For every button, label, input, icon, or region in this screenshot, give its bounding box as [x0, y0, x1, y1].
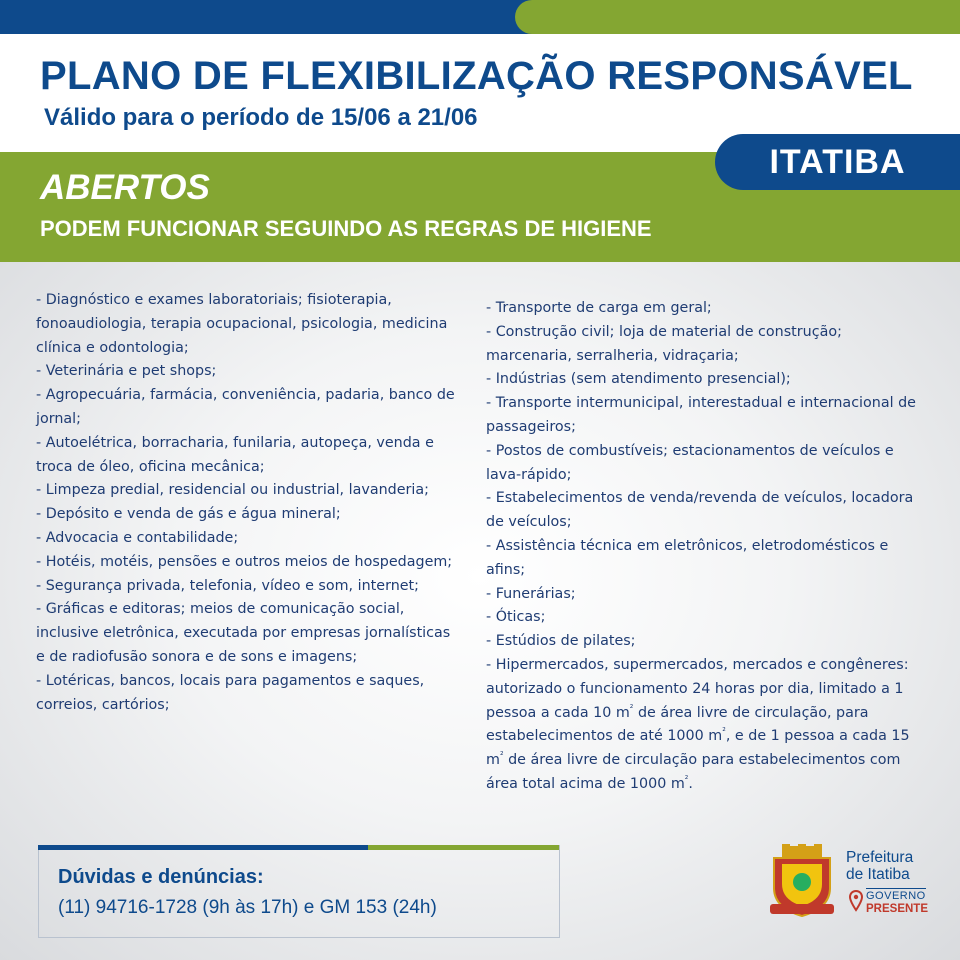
list-item: - Funerárias; — [486, 585, 576, 602]
list-item: - Indústrias (sem atendimento presencial); — [486, 371, 791, 388]
list-item: - Hotéis, motéis, pensões e outros meios de hospedagem; — [36, 553, 453, 570]
superscript: ² — [722, 727, 726, 738]
list-item: - Construção civil; loja de material de construção; marcenaria, serralheria, vidraçaria; — [486, 323, 842, 364]
list-item: - Transporte de carga em geral; — [486, 300, 712, 316]
list-item: - Gráficas e editoras; meios de comunicação social, inclusive eletrônica, executada por empresas jornalísticas e de radiofusão sonora e de sons e imagens; — [36, 601, 451, 665]
top-bar-blue — [0, 0, 545, 34]
contact-title: Dúvidas e denúncias: — [58, 866, 264, 888]
contact-box — [38, 845, 560, 938]
list-item: - Assistência técnica em eletrônicos, eletrodomésticos e afins; — [486, 537, 889, 578]
list-item: - Advocacia e contabilidade; — [36, 529, 239, 546]
list-item: - Veterinária e pet shops; — [36, 363, 217, 380]
list-item: - Segurança privada, telefonia, vídeo e som, internet; — [36, 577, 419, 594]
logo-name-line2: de Itatiba — [846, 866, 910, 883]
list-item: - Transporte intermunicipal, interestadual e internacional de passageiros; — [486, 395, 916, 435]
logo-name — [846, 849, 946, 883]
city-coat-of-arms-icon — [768, 844, 836, 920]
rule-text: - Hipermercados, supermercados, mercados e congêneres: autorizado o funcionamento 24 horas por dia, limitado a 1 pessoa a cada 10 m — [486, 656, 909, 721]
superscript: ² — [629, 703, 634, 714]
list-item: - Estúdios de pilates; — [486, 633, 636, 650]
list-item: - Agropecuária, farmácia, conveniência, padaria, banco de jornal; — [36, 387, 455, 427]
list-item: - Estabelecimentos de venda/revenda de veículos, locadora de veículos; — [486, 490, 914, 531]
superscript: ² — [684, 775, 689, 786]
validity-period: Válido para o período de 15/06 a 21/06 — [44, 104, 478, 131]
list-item: - Limpeza predial, residencial ou industrial, lavanderia; — [36, 482, 429, 499]
section-heading: ABERTOS — [40, 168, 210, 207]
location-pin-icon — [849, 890, 863, 912]
contact-phone: (11) 94716-1728 (9h às 17h) e GM 153 (24h) — [58, 897, 437, 918]
rule-text: de área livre de circulação para estabelecimentos com área total acima de 1000 m — [486, 752, 901, 792]
section-subheading: PODEM FUNCIONAR SEGUINDO AS REGRAS DE HIGIENE — [40, 216, 652, 241]
rule-text: . — [688, 775, 693, 792]
logo-name-line1: Prefeitura — [846, 849, 914, 866]
list-item: - Lotéricas, bancos, locais para pagamentos e saques, correios, cartórios; — [36, 672, 425, 713]
rule-text: de área livre de circulação, para estabelecimentos de até 1000 m — [486, 704, 869, 745]
list-item: - Depósito e venda de gás e água mineral; — [36, 506, 341, 523]
superscript: ² — [499, 751, 504, 762]
gov-label-presente: PRESENTE — [866, 903, 928, 915]
contact-divider-blue — [38, 845, 368, 850]
list-item: - Autoelétrica, borracharia, funilaria, autopeça, venda e troca de óleo, oficina mecânica; — [36, 434, 434, 475]
top-bar-green — [515, 0, 960, 34]
list-item-supermarkets — [486, 654, 931, 797]
list-item: - Óticas; — [486, 609, 546, 626]
city-badge: ITATIBA — [715, 134, 960, 190]
rule-text: , e de 1 pessoa a cada 15 m — [486, 728, 910, 769]
left-list — [36, 289, 456, 717]
page-title: PLANO DE FLEXIBILIZAÇÃO RESPONSÁVEL — [40, 54, 913, 98]
list-item: - Diagnóstico e exames laboratoriais; fisioterapia, fonoaudiologia, terapia ocupacional, psicologia, medicina clínica e odontologia; — [36, 292, 448, 356]
gov-label-governo: GOVERNO — [866, 890, 926, 902]
list-item: - Postos de combustíveis; estacionamentos de veículos e lava-rápido; — [486, 442, 894, 483]
contact-divider-green — [368, 845, 559, 850]
right-list — [486, 297, 931, 797]
